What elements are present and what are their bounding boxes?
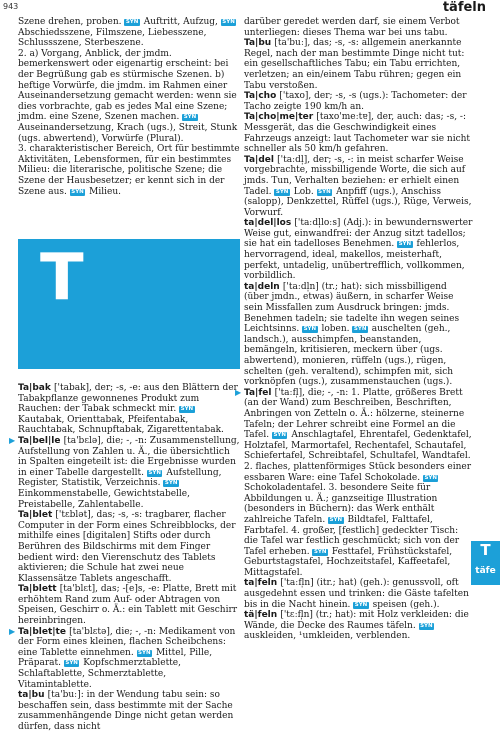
left-entries-column (9, 383, 240, 733)
entry-lemma: ta|bu (18, 690, 48, 701)
entry-lemma: Ta|cho (244, 91, 280, 102)
dictionary-entry (18, 383, 240, 436)
entry-definition: ['taːdl̩n] (tr.; hat): sich missbilligend (über jmdn., etwas) äußern, in scharfer Weise sein Missfallen zum Ausdruck bringen: jmds. Benehmen tadeln; sie tadelte ihn wegen seines Leichtsinns. SYN loben. SYN auschelten (geh., landsch.), ausschimpfen, beanstanden, bemängeln, kritisieren, meckern über (ugs. abwertend), monieren, rüffeln (ugs.), rügen, schelten (geh. veraltend), schimpfen mit, sich vorknöpfen (ugs.), zusammenstauchen (ugs.). (244, 281, 460, 388)
synonym-badge: SYN (420, 622, 433, 629)
synonym-badge: SYN (180, 406, 194, 413)
synonym-badge: SYN (354, 601, 368, 608)
dictionary-entry (244, 17, 474, 38)
entry-lemma: ta|deln (244, 281, 283, 292)
sense-paragraph: Szene drehen, proben. SYN Auftritt, Aufzug, SYN Abschiedsszene, Filmszene, Liebesszene, Schlussszene, Sterbeszene. (18, 17, 235, 49)
synonym-badge: SYN (424, 474, 437, 481)
thumb-index-tab[interactable] (471, 541, 500, 585)
entry-lemma: Ta|fel (244, 387, 275, 398)
entry-definition: ['tabak], der; -s, -e: aus den Blättern der Tabakpflanze gewonnenes Produkt zum Rauchen: der Tabak schmeckt mir. SYN Kautabak, Orienttabak, Pfeifentabak, Rauchtabak, Schnupftabak, Zigarettentabak. (18, 383, 238, 436)
synonym-badge: SYN (398, 241, 412, 248)
synonym-badge: SYN (318, 188, 331, 195)
synonym-badge: SYN (125, 19, 139, 25)
dictionary-entry (244, 112, 474, 154)
left-top-block (18, 17, 240, 197)
dictionary-entry (18, 690, 240, 732)
dictionary-entry (9, 435, 240, 510)
left-entries (9, 383, 240, 733)
dictionary-entry (244, 38, 474, 91)
dictionary-entry (18, 510, 240, 584)
dictionary-entry (244, 578, 474, 610)
entry-lemma: Ta|bu (244, 38, 275, 49)
synonym-badge: SYN (313, 548, 327, 555)
synonym-badge: SYN (164, 480, 178, 487)
entry-lemma: Ta|blet|te (18, 626, 70, 637)
entry-definition: ['taːfl̩], die; -, -n: 1. Platte, größeres Brett (an der Wand) zum Beschreiben, Beschriften, Anbringen von Zetteln o. Ä.: hölzerne, steinerne Tafeln; der Lehrer schreibt eine Formel an die Tafel. SYN Anschlagtafel, Ehrentafel, Gedenktafel, Holztafel, Marmortafel, Rechentafel, Schautafel, Schiefertafel, Schreibtafel, Schultafel, Wandtafel. 2. flaches, plattenförmiges Stück besonders einer essbaren Ware: eine Tafel Schokolade. SYN Schokoladentafel. 3. besondere Seite für Abbildungen u. Ä.; ganzseitige Illustration (besonders in Büchern): das Werk enthält zahlreiche Tafeln. SYN Bildtafel, Falttafel, Farbtafel. 4. großer, [festlich] gedeckter Tisch: die Tafel war festlich geschmückt; sich von der Tafel erheben. SYN Festtafel, Frühstückstafel, Geburtstagstafel, Hochzeitstafel, Kaffeetafel, Mittagstafel. (244, 387, 472, 578)
entry-definition: darüber geredet werden darf, sie einem Verbot unterliegen: dieses Thema war bei uns tabu. (244, 17, 460, 38)
synonym-badge: SYN (222, 19, 235, 25)
page-header (0, 0, 500, 15)
entry-definition: [ta'blɛtə], die; -, -n: Medikament von der Form eines kleinen, flachen Scheibchens: eine Tablette einnehmen. SYN Mittel, Pille, Präparat. SYN Kopfschmerztablette, Schlaftablette, Schmerztablette, Vitamintablette. (18, 626, 236, 690)
dictionary-entry (244, 610, 474, 642)
dictionary-entry (235, 387, 474, 579)
entry-lemma: Ta|blet (18, 510, 56, 521)
entry-lemma: Ta|blett (18, 584, 60, 595)
dictionary-entry (244, 218, 474, 282)
entry-definition: [ta'buː]: in der Wendung tabu sein: so beschaffen sein, dass bestimmte mit der Sache zusammenhängende Dinge nicht getan werden dürfen, dass nicht (18, 690, 234, 732)
synonym-badge: SYN (329, 516, 343, 523)
entry-definition: [taxo'meːtɐ], der, auch: das; -s, -: Messgerät, das die Geschwindigkeit eines Fahrzeugs anzeigt: laut Tachometer war sie nicht schneller als 50 km/h gefahren. (244, 112, 471, 155)
important-entry-icon: ▶ (235, 387, 242, 397)
synonym-badge: SYN (148, 469, 161, 476)
synonym-badge: SYN (183, 114, 197, 121)
synonym-badge: SYN (71, 188, 84, 195)
dictionary-entry (244, 282, 474, 388)
dictionary-entry (9, 626, 240, 691)
page-number: 943 (3, 2, 19, 11)
dictionary-entry (18, 584, 240, 626)
right-entries (235, 17, 474, 642)
entry-lemma: Ta|del (244, 154, 278, 165)
entry-definition: ['tɛːfl̩n] (tr.; hat): mit Holz verkleiden: die Wände, die Decke des Raumes täfeln. SYN auskleiden, ¹umkleiden, verblenden. (244, 610, 469, 642)
entry-definition: ['taːdl̩], der; -s, -: in meist scharfer Weise vorgebrachte, missbilligende Worte, die sich auf jmds. Tun, Verhalten beziehen: er erhielt einen Tadel. SYN Lob. SYN Anpfiff (ugs.), Anschiss (salopp), Denkzettel, Rüffel (ugs.), Rüge, Verweis, Vorwurf. (244, 154, 472, 218)
running-headword: täfeln (442, 0, 486, 15)
entry-lemma: Ta|bak (18, 383, 54, 393)
synonym-badge: SYN (353, 326, 367, 333)
sense-paragraph: 2. a) Vorgang, Anblick, der jmdm. bemerkenswert oder eigenartig erscheint: bei der Begrüßung gab es stürmische Szenen. b) heftige Vorwürfe, die jmdm. im Rahmen einer Auseinandersetzung gemacht werden: wenn sie dies vorbrachte, gab es jedes Mal eine Szene; jmdm. eine Szene, Szenen machen. SYN Auseinandersetzung, Krach (ugs.), Streit, Stunk (ugs. abwertend), Vorwürfe (Plural). (18, 48, 238, 144)
right-column (235, 17, 474, 642)
letter-section-block (18, 239, 240, 369)
entry-lemma: Ta|bel|le (18, 435, 64, 446)
left-column (18, 17, 240, 197)
synonym-badge: SYN (273, 432, 286, 439)
thumb-letter: T (480, 541, 491, 559)
entry-definition: ['taxo], der; -s, -s (ugs.): Tachometer: der Tacho zeigte 190 km/h an. (244, 91, 467, 112)
important-entry-icon: ▶ (9, 435, 16, 445)
entry-lemma: ta|feln (244, 578, 281, 589)
entry-lemma: Ta|cho|me|ter (244, 112, 317, 123)
entry-definition: [ta'bɛlə], die; -, -n: Zusammenstellung, Aufstellung von Zahlen u. Ä., die übersichtlich in Spalten eingeteilt ist: die Ergebnisse wurden in einer Tabelle dargestellt. SYN Aufstellung, Register, Statistik, Verzeichnis. SYN Einkommenstabelle, Gewichtstabelle, Preistabelle, Zahlentabelle. (18, 435, 240, 510)
entry-definition: ['taːdl̩loːs] (Adj.): in bewundernswerter Weise gut, einwandfrei: der Anzug sitzt tadellos; sie hat ein tadelloses Benehmen. SYN fehlerlos, hervorragend, ideal, makellos, meisterhaft, perfekt, untadelig, unübertrefflich, vollkommen, vorbildlich. (244, 218, 473, 282)
section-letter: T (40, 241, 84, 315)
sense-paragraph: 3. charakteristischer Bereich, Ort für bestimmte Aktivitäten, Lebensformen, für ein bestimmtes Milieu: die literarische, politische Szene; die Szene der Hausbesetzer; er kennt sich in der Szene aus. SYN Milieu. (18, 144, 240, 197)
important-entry-icon: ▶ (9, 626, 16, 636)
dictionary-entry (244, 155, 474, 219)
synonym-badge: SYN (138, 649, 151, 656)
entry-definition: [ta'buː], das; -s, -s: allgemein anerkannte Regel, nach der man bestimmte Dinge nicht tut: ein gesellschaftliches Tabu; ein Tabu errichten, verletzen; an ein/einem Tabu rühren; gegen ein Tabu verstoßen. (244, 38, 465, 91)
synonym-badge: SYN (303, 326, 317, 333)
synonym-badge: SYN (275, 188, 289, 195)
synonym-badge: SYN (65, 660, 78, 667)
entry-lemma: ta|del|los (244, 218, 295, 229)
entry-definition: [ta'blɛt], das; -[e]s, -e: Platte, Brett mit erhöhtem Rand zum Auf- oder Abtragen von Speisen, Geschirr o. Ä.: ein Tablett mit Geschirr hereinbringen. (18, 584, 238, 627)
entry-definition: ['taːfl̩n] (itr.; hat) (geh.): genussvoll, oft ausgedehnt essen und trinken: die Gäste tafelten bis in die Nacht hinein. SYN speisen (geh.). (244, 578, 469, 610)
entry-lemma: tä|feln (244, 610, 281, 621)
thumb-word: täfe (475, 566, 496, 576)
dictionary-entry (244, 91, 474, 112)
entry-definition: ['tɛblət], das; -s, -s: tragbarer, flacher Computer in der Form eines Schreibblocks, der mithilfe eines [digitalen] Stifts oder durch Berühren des Bildschirms mit dem Finger bedient wird: den Vierenschutz des Tablets aktivieren; die Schule hat zwei neue Klassensätze Tablets angeschafft. (18, 510, 236, 584)
